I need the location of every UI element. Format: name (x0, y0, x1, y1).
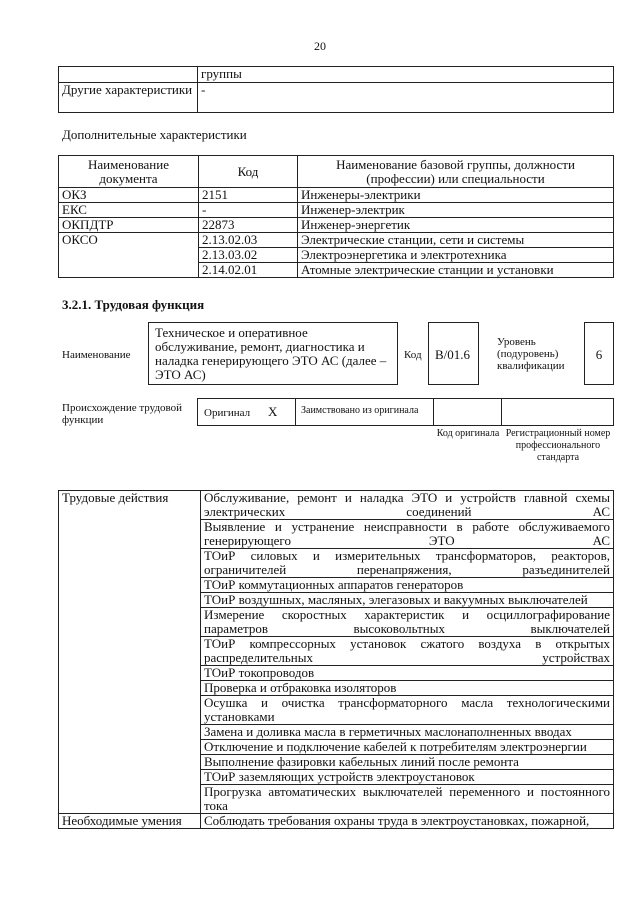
row-name: Инженеры-электрики (298, 188, 614, 203)
original-label: Оригинал (204, 407, 251, 419)
row-name: Инженер-электрик (298, 203, 614, 218)
table-row (59, 814, 614, 829)
action-item: Обслуживание, ремонт и наладка ЭТО и устройств главной схемы электрических соединений АС (201, 491, 614, 520)
top-table (58, 66, 614, 113)
row-code: 2.14.02.01 (199, 263, 298, 278)
table-row (59, 203, 614, 218)
section-title: 3.2.1. Трудовая функция (62, 297, 205, 312)
function-name-box (148, 322, 398, 385)
action-item: ТОиР заземляющих устройств электроустановок (201, 770, 614, 785)
reg-number-box (501, 398, 614, 426)
row-code: 22873 (199, 218, 298, 233)
table-row (59, 218, 614, 233)
row-doc: ОКСО (59, 233, 199, 278)
borrowed-box (295, 398, 434, 426)
table-row (59, 491, 614, 520)
header-code: Код (199, 156, 298, 188)
action-item: Осушка и очистка трансформаторного масла технологическими установками (201, 696, 614, 725)
other-characteristics-value: - (198, 83, 614, 113)
table-row (59, 233, 614, 248)
level-box (584, 322, 614, 385)
action-item: ТОиР коммутационных аппаратов генераторов (201, 578, 614, 593)
action-item: Прогрузка автоматических выключателей переменного и постоянного тока (201, 785, 614, 814)
actions-table (58, 490, 614, 829)
row-code: - (199, 203, 298, 218)
other-characteristics-label: Другие характеристики (59, 83, 198, 113)
row-doc: ЕКС (59, 203, 199, 218)
code-label: Код (404, 349, 422, 361)
row-name: Электрические станции, сети и системы (298, 233, 614, 248)
additional-heading: Дополнительные характеристики (62, 127, 247, 142)
row-name: Инженер-энергетик (298, 218, 614, 233)
skills-item: Соблюдать требования охраны труда в электроустановках, пожарной, (201, 814, 614, 829)
borrowed-label: Заимствовано из оригинала (301, 405, 419, 416)
row-name: Атомные электрические станции и установки (298, 263, 614, 278)
page-number: 20 (314, 39, 326, 53)
top-table-cell: группы (198, 67, 614, 83)
additional-table (58, 155, 614, 278)
action-item: Замена и доливка масла в герметичных маслонаполненных вводах (201, 725, 614, 740)
action-item: Отключение и подключение кабелей к потребителям электроэнергии (201, 740, 614, 755)
level-label: Уровень (подуровень) квалификации (497, 336, 565, 372)
code-caption: Код оригинала (436, 428, 500, 439)
actions-label: Трудовые действия (59, 491, 201, 814)
level-value: 6 (595, 347, 603, 362)
origin-label: Происхождение трудовой функции (62, 402, 183, 426)
row-doc: ОКПДТР (59, 218, 199, 233)
action-item: Измерение скоростных характеристик и осциллографирование параметров высоковольтных выключателей (201, 608, 614, 637)
header-document: Наименование документа (59, 156, 199, 188)
header-group-name: Наименование базовой группы, должности (профессии) или специальности (298, 156, 614, 188)
function-code-box (428, 322, 479, 385)
skills-label: Необходимые умения (59, 814, 201, 829)
function-code-value: В/01.6 (435, 347, 471, 362)
function-name-value: Техническое и оперативное обслуживание, ремонт, диагностика и наладка генерирующего ЭТО АС (далее – ЭТО АС) (155, 325, 387, 382)
action-item: Выявление и устранение неисправности в работе обслуживаемого генерирующего ЭТО АС (201, 520, 614, 549)
original-mark: X (268, 404, 278, 419)
table-row (59, 188, 614, 203)
action-item: Выполнение фазировки кабельных линий после ремонта (201, 755, 614, 770)
original-code-box (433, 398, 502, 426)
action-item: ТОиР токопроводов (201, 666, 614, 681)
name-label: Наименование (62, 349, 131, 361)
row-code: 2.13.03.02 (199, 248, 298, 263)
row-code: 2151 (199, 188, 298, 203)
action-item: ТОиР воздушных, масляных, элегазовых и вакуумных выключателей (201, 593, 614, 608)
reg-caption: Регистрационный номер профессионального стандарта (505, 428, 611, 463)
row-doc: ОКЗ (59, 188, 199, 203)
row-name: Электроэнергетика и электротехника (298, 248, 614, 263)
row-code: 2.13.02.03 (199, 233, 298, 248)
action-item: ТОиР силовых и измерительных трансформаторов, реакторов, ограничителей перенапряжения, разъединителей (201, 549, 614, 578)
action-item: ТОиР компрессорных установок сжатого воздуха в открытых распределительных устройствах (201, 637, 614, 666)
action-item: Проверка и отбраковка изоляторов (201, 681, 614, 696)
original-box (197, 398, 296, 426)
